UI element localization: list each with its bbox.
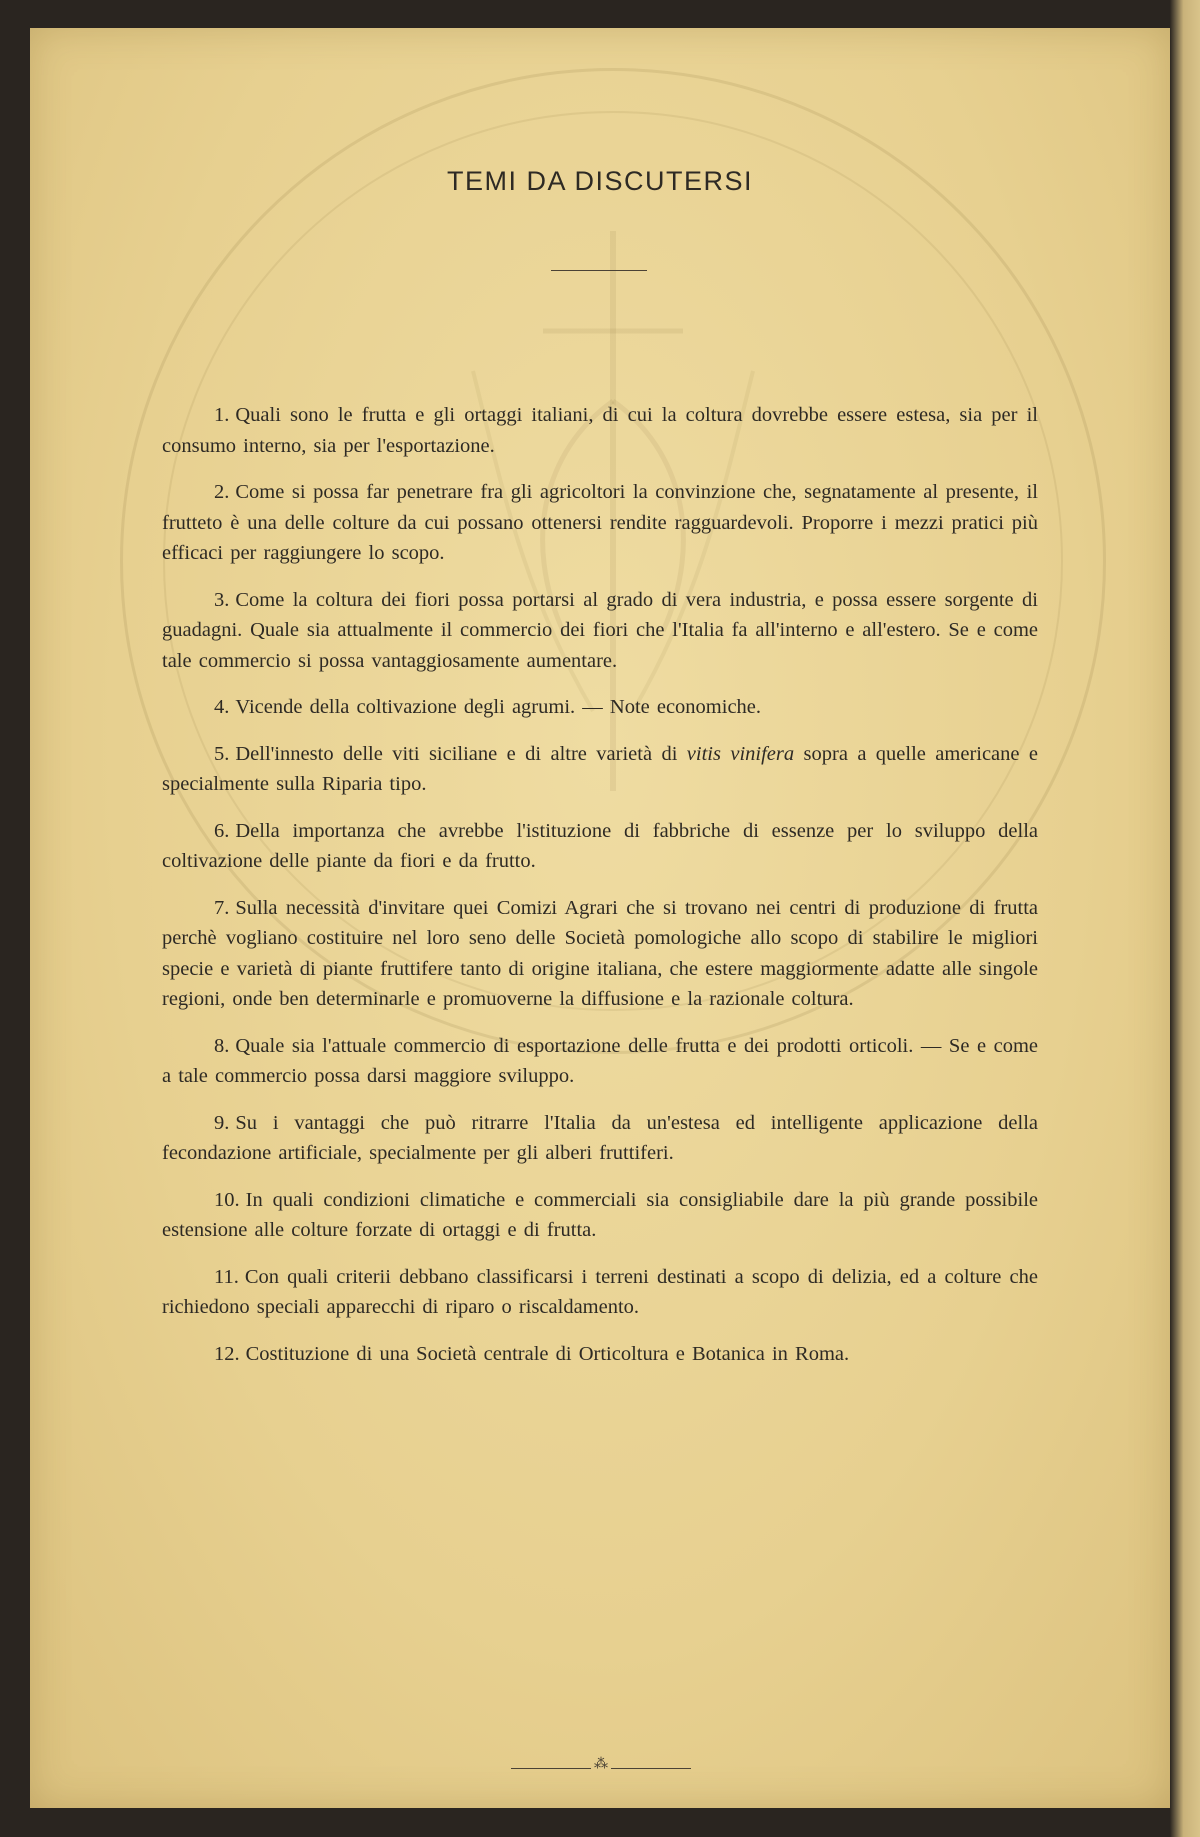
item-text: Costituzione di una Società centrale di Orticoltura e Botanica in Roma. xyxy=(245,1342,850,1365)
item-number: 3. xyxy=(214,588,230,611)
item-text: Vicende della coltivazione degli agrumi. — Note economiche. xyxy=(235,696,762,718)
list-item xyxy=(162,585,1038,677)
item-text: Dell'innesto delle viti siciliane e di altre varietà di xyxy=(235,742,687,765)
item-number: 9. xyxy=(214,1111,230,1134)
scan-edge xyxy=(1170,0,1200,1837)
list-item xyxy=(162,816,1038,877)
item-number: 6. xyxy=(214,819,230,842)
item-text: Della importanza che avrebbe l'istituzione di fabbriche di essenze per lo sviluppo della coltivazione delle piante da fiori e da frutto. xyxy=(162,819,1038,872)
page-title: TEMI DA DISCUTERSI xyxy=(446,166,754,196)
item-number: 7. xyxy=(214,896,230,919)
item-number: 5. xyxy=(214,742,230,765)
item-text: Come la coltura dei fiori possa portarsi al grado di vera industria, e possa essere sorgente di guadagni. Quale sia attualmente il commercio dei fiori che l'Italia fa all'interno e all'estero. Se e come tale commercio si possa vantaggiosamente aumentare. xyxy=(162,588,1038,672)
document-page xyxy=(30,28,1170,1808)
list-item xyxy=(162,1185,1038,1246)
item-number: 2. xyxy=(214,481,230,503)
item-number: 4. xyxy=(214,696,230,718)
item-number: 10. xyxy=(214,1188,240,1211)
item-number: 8. xyxy=(214,1034,230,1057)
list-item xyxy=(162,739,1038,800)
list-item xyxy=(162,477,1038,569)
list-item xyxy=(162,1339,1038,1370)
item-number: 12. xyxy=(214,1342,240,1365)
title-divider xyxy=(551,270,647,271)
ornament-line-left xyxy=(511,1768,591,1769)
item-text: In quali condizioni climatiche e commerciali sia consigliabile dare la più grande possibile estensione alle colture forzate di ortaggi e di frutta. xyxy=(162,1188,1038,1241)
ornament-flourish-icon: ⁂ xyxy=(594,1757,608,1772)
ornament-line-right xyxy=(611,1768,691,1769)
item-number: 1. xyxy=(214,404,230,426)
list-item xyxy=(162,692,1038,723)
list-item xyxy=(162,1031,1038,1092)
item-text: sopra a quelle americane e specialmente sulla Riparia tipo. xyxy=(162,742,1039,795)
list-item xyxy=(162,1108,1038,1169)
list-item xyxy=(162,400,1038,461)
item-text: Sulla necessità d'invitare quei Comizi Agrari che si trovano nei centri di produzione di frutta perchè vogliano costituire nel loro seno delle Società pomologiche allo scopo di stabilire le migliori specie e varietà di piante fruttifere tanto di origine italiana, che estere maggiormente adatte alle singole regioni, onde ben determinarle e promuoverne la diffusione e la razionale coltura. xyxy=(162,896,1038,1010)
item-text: Su i vantaggi che può ritrarre l'Italia da un'estesa ed intelligente applicazione della fecondazione artificiale, specialmente per gli alberi fruttiferi. xyxy=(162,1111,1038,1164)
item-text-italic: vitis vinifera xyxy=(686,742,795,765)
topics-list xyxy=(162,400,1038,1385)
list-item xyxy=(162,1262,1038,1323)
item-text: Come si possa far penetrare fra gli agricoltori la convinzione che, segnatamente al presente, il frutteto è una delle colture da cui possano ottenersi rendite ragguardevoli. Proporre i mezzi pratici più efficaci per raggiungere lo scopo. xyxy=(162,481,1038,564)
item-text: Quali sono le frutta e gli ortaggi italiani, di cui la coltura dovrebbe essere estesa, sia per il consumo interno, sia per l'esportazione. xyxy=(162,404,1038,457)
list-item xyxy=(162,893,1038,1015)
item-number: 11. xyxy=(214,1265,239,1288)
item-text: Con quali criterii debbano classificarsi i terreni destinati a scopo di delizia, ed a colture che richiedono speciali apparecchi di riparo o riscaldamento. xyxy=(162,1265,1038,1318)
item-text: Quale sia l'attuale commercio di esportazione delle frutta e dei prodotti orticoli. — Se e come a tale commercio possa darsi maggiore sviluppo. xyxy=(162,1034,1038,1087)
closing-ornament xyxy=(511,1757,691,1776)
